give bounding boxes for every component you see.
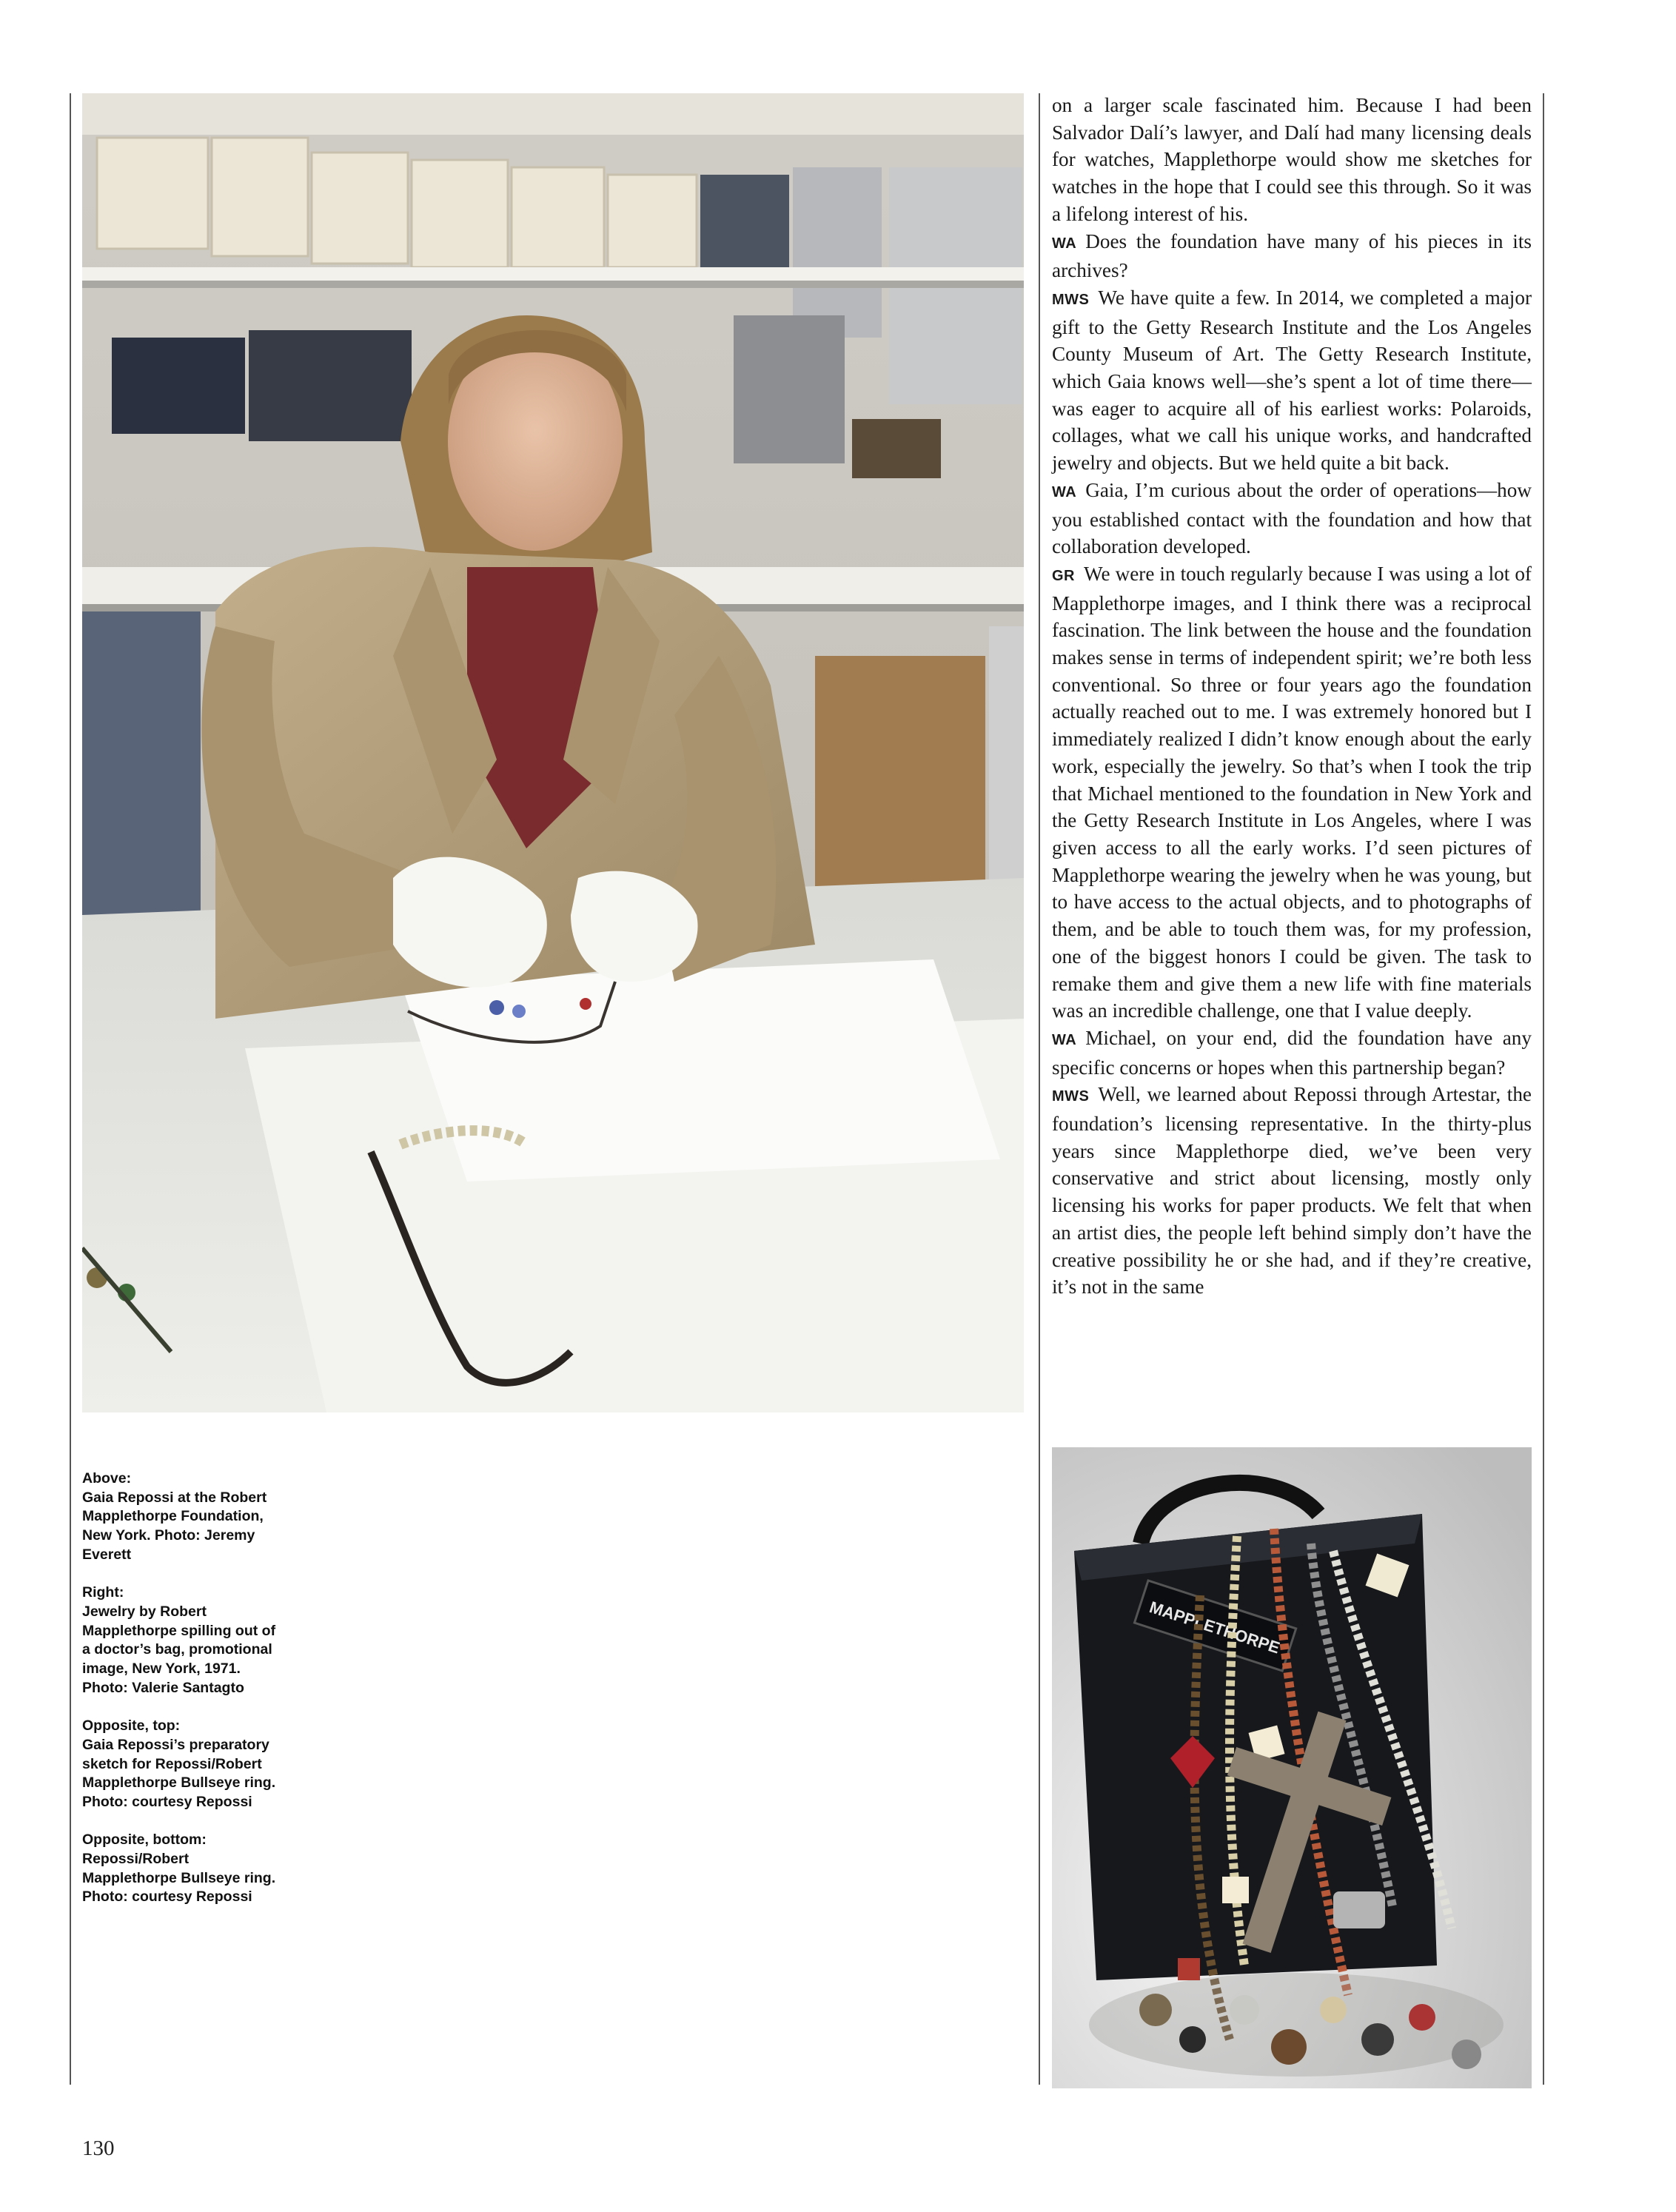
article-paragraph: MWS We have quite a few. In 2014, we completed a major gift to the Getty Research Institute and the Los Angeles County Museum of Art. The Getty Research Institute, which Gaia knows well—she’s spent a lot of time there—was eager to acquire all of his earliest works: Polaroids, collages, what we call his unique works, and handcrafted jewelry and objects. But we held quite a bit back. [1052,286,1532,475]
caption-opposite-bottom: Opposite, bottom: Repossi/Robert Mapplethorpe Bullseye ring. Photo: courtesy Repossi [82,1831,276,1906]
article-paragraph: on a larger scale fascinated him. Because I had been Salvador Dalí’s lawyer, and Dalí had many licensing deals for watches, Mapplethorpe would show me sketches for watches in the hope that I could see this through. So it was a lifelong interest of his. [1052,94,1532,225]
caption-opposite-top: Opposite, top: Gaia Repossi’s preparatory sketch for Repossi/Robert Mapplethorpe Bullseye ring. Photo: courtesy Repossi [82,1717,276,1810]
article-paragraph: GR We were in touch regularly because I was using a lot of Mapplethorpe images, and I think there was a reciprocal fascination. The link between the house and the foundation makes sense in terms of independent spirit; we’re both less conventional. So three or four years ago the foundation actually reached out to me. I was extremely honored but I immediately realized I didn’t know enough about the early work, especially the jewelry. So that’s when I took the trip that Michael mentioned to the foundation in New York and the Getty Research Institute in Los Angeles, where I was given access to all the early works. I’d seen pictures of Mapplethorpe wearing the jewelry when he was young, but to have access to the actual objects, and to photographs of them, and be able to touch them was, for my profession, one of the biggest honors I could be given. The task to remake them and give them a new life with fine materials was an incredible challenge, one that I value deeply. [1052,562,1532,1022]
photo-jewelry-doctors-bag [1052,1447,1532,2088]
photo-captions [82,1469,312,1926]
caption-above: Above: Gaia Repossi at the Robert Mapplethorpe Foundation, New York. Photo: Jeremy Everett [82,1470,267,1563]
article-paragraph: WA Gaia, I’m curious about the order of operations—how you established contact with the foundation and how that collaboration developed. [1052,478,1532,558]
speaker-label: WA [1052,1031,1077,1048]
speaker-label: MWS [1052,1088,1090,1105]
caption-right: Right: Jewelry by Robert Mapplethorpe spilling out of a doctor’s bag, promotional image, New York, 1971. Photo: Valerie Santagto [82,1584,276,1696]
article-paragraph: WA Michael, on your end, did the foundation have any specific concerns or hopes when this partnership began? [1052,1026,1532,1079]
speaker-label: WA [1052,483,1077,500]
article-paragraph: WA Does the foundation have many of his pieces in its archives? [1052,229,1532,282]
article-paragraph: MWS Well, we learned about Repossi through Artestar, the foundation’s licensing representative. In the thirty-plus years since Mapplethorpe died, we’ve been very conservative and strict about licensing, mostly only licensing his works for paper products. We felt that when an artist dies, the people left behind simply don’t have the creative possibility he or she had, and if they’re creative, it’s not in the same [1052,1083,1532,1298]
speaker-label: MWS [1052,291,1090,308]
bag-label: MAPPLETHORPE [1147,1598,1282,1658]
article-body [1052,92,1532,1301]
page-number: 130 [82,2136,115,2160]
column-rule-middle [1039,93,1040,2085]
photo-gaia-repossi-illustration [82,93,1024,1412]
column-rule-left [70,93,71,2085]
photo-gaia-repossi-archive [82,93,1024,1412]
speaker-label: WA [1052,235,1077,252]
column-rule-right [1543,93,1544,2085]
speaker-label: GR [1052,567,1075,584]
photo-doctors-bag-illustration [1052,1447,1532,2088]
